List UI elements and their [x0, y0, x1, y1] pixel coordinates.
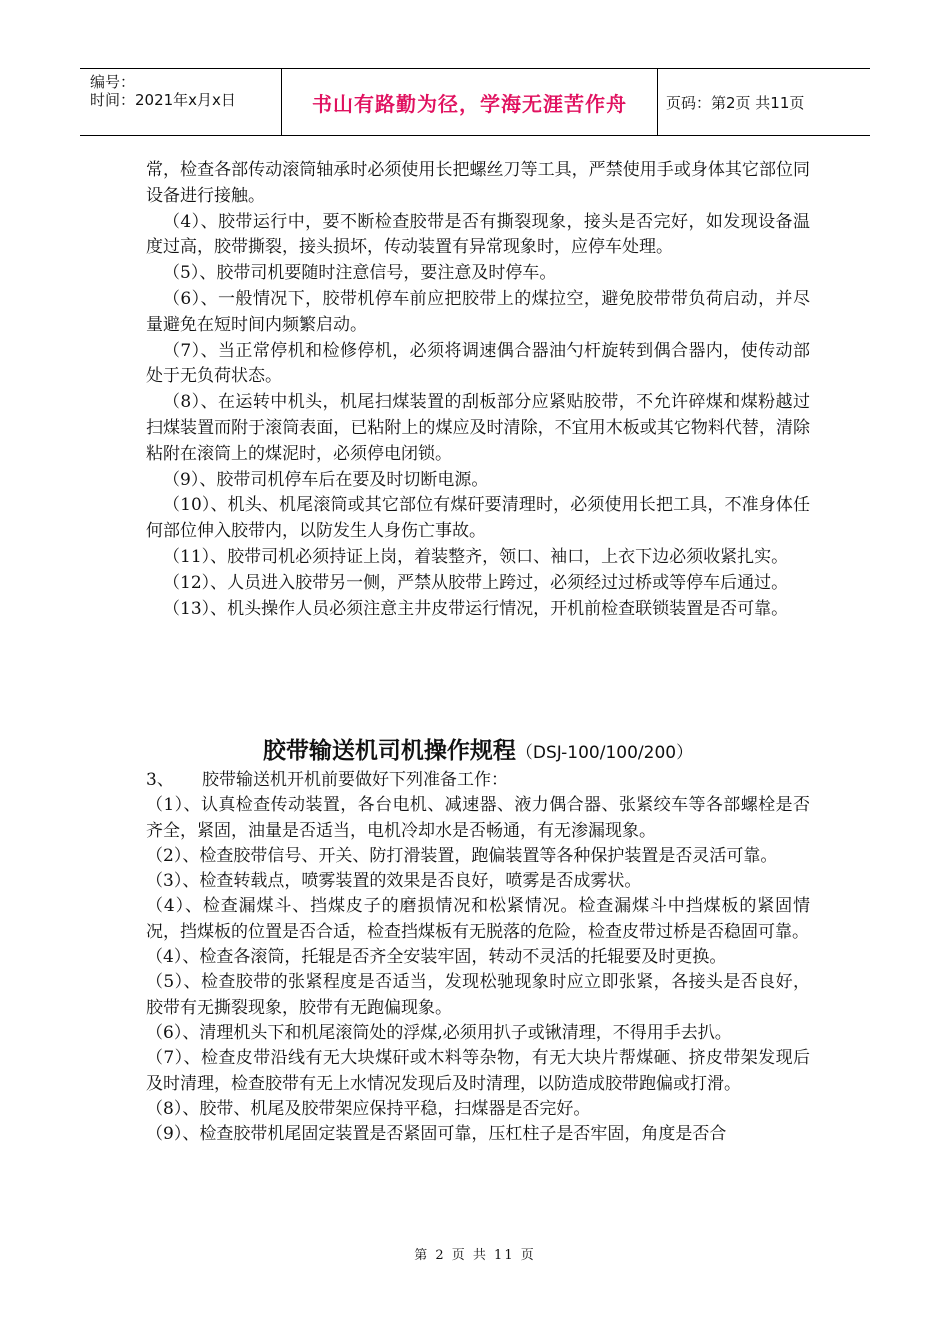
header-page-info: 页码：第2页 共11页 [666, 93, 805, 112]
paragraph: 常，检查各部传动滚筒轴承时必须使用长把螺丝刀等工具，严禁使用手或身体其它部位同设备进行接触。 [146, 160, 810, 206]
header-meta [80, 69, 282, 135]
title-sub: （DSJ-100/100/200） [515, 743, 694, 763]
paragraph: （11）、胶带司机必须持证上岗，着装整齐，领口、袖口，上衣下边必须收紧扎实。 [163, 546, 789, 567]
paragraph: （10）、机头、机尾滚筒或其它部位有煤矸要清理时，必须使用长把工具，不准身体任何部位伸入胶带内，以防发生人身伤亡事故。 [146, 495, 810, 542]
paragraph: （13）、机头操作人员必须注意主井皮带运行情况，开机前检查联锁装置是否可靠。 [163, 598, 789, 619]
section-title [146, 732, 810, 765]
paragraph: （4）、检查各滚筒，托辊是否齐全安装牢固，转动不灵活的托辊要及时更换。 [146, 947, 727, 968]
page-footer: 第 2 页 共 11 页 [414, 1248, 536, 1263]
paragraph: （7）、当正常停机和检修停机，必须将调速偶合器油勺杆旋转到偶合器内，使传动部处于无负荷状态。 [146, 340, 810, 387]
paragraph: （8）、在运转中机头，机尾扫煤装置的刮板部分应紧贴胶带，不允许碎煤和煤粉越过扫煤装置而附于滚筒表面，已粘附上的煤应及时清除，不宜用木板或其它物料代替，清除粘附在滚筒上的煤泥时，必须停电闭锁。 [146, 392, 810, 464]
paragraph: （2）、检查胶带信号、开关、防打滑装置，跑偏装置等各种保护装置是否灵活可靠。 [146, 845, 778, 866]
time-label: 时间：2021年x月x日 [90, 91, 236, 109]
paragraph: （9）、胶带司机停车后在要及时切断电源。 [163, 469, 489, 490]
paragraph: （12）、人员进入胶带另一侧，严禁从胶带上跨过，必须经过过桥或等停车后通过。 [163, 572, 789, 593]
paragraph: （5）、检查胶带的张紧程度是否适当，发现松驰现象时应立即张紧，各接头是否良好，胶带有无撕裂现象，胶带有无跑偏现象。 [146, 972, 810, 1018]
paragraph: （5）、胶带司机要随时注意信号，要注意及时停车。 [163, 263, 557, 284]
section1-body [146, 158, 810, 622]
paragraph: （6）、清理机头下和机尾滚筒处的浮煤,必须用扒子或锹清理，不得用手去扒。 [146, 1022, 732, 1043]
header-table [80, 68, 870, 136]
paragraph: （8）、胶带、机尾及胶带架应保持平稳，扫煤器是否完好。 [146, 1098, 591, 1119]
paragraph: （4）、胶带运行中，要不断检查胶带是否有撕裂现象，接头是否完好，如发现设备温度过高，胶带撕裂，接头损坏，传动装置有异常现象时，应停车处理。 [146, 211, 810, 258]
paragraph: （4）、检查漏煤斗、挡煤皮子的磨损情况和松紧情况。检查漏煤斗中挡煤板的紧固情况，挡煤板的位置是否合适，检查挡煤板有无脱落的危险，检查皮带过桥是否稳固可靠。 [146, 896, 810, 942]
paragraph: （9）、检查胶带机尾固定装置是否紧固可靠，压杠柱子是否牢固，角度是否合 [146, 1124, 727, 1145]
section2-body [146, 768, 810, 1147]
paragraph: （3）、检查转载点，喷雾装置的效果是否良好，喷雾是否成雾状。 [146, 871, 642, 892]
heading-number: 3、 [146, 770, 174, 790]
paragraph: （1）、认真检查传动装置，各台电机、减速器、液力偶合器、张紧绞车等各部螺栓是否齐全，紧固，油量是否适当，电机冷却水是否畅通，有无渗漏现象。 [146, 795, 810, 841]
code-label: 编号： [90, 73, 136, 91]
section2-heading [146, 768, 810, 793]
title-main: 胶带输送机司机操作规程 [262, 738, 516, 764]
header-motto: 书山有路勤为径，学海无涯苦作舟 [282, 69, 658, 135]
heading-text: 胶带输送机开机前要做好下列准备工作： [202, 770, 508, 790]
paragraph: （7）、检查皮带沿线有无大块煤矸或木料等杂物，有无大块片帮煤砸、挤皮带架发现后及时清理，检查胶带有无上水情况发现后及时清理，以防造成胶带跑偏或打滑。 [146, 1048, 810, 1094]
paragraph: （6）、一般情况下，胶带机停车前应把胶带上的煤拉空，避免胶带带负荷启动，并尽量避免在短时间内频繁启动。 [146, 288, 810, 335]
